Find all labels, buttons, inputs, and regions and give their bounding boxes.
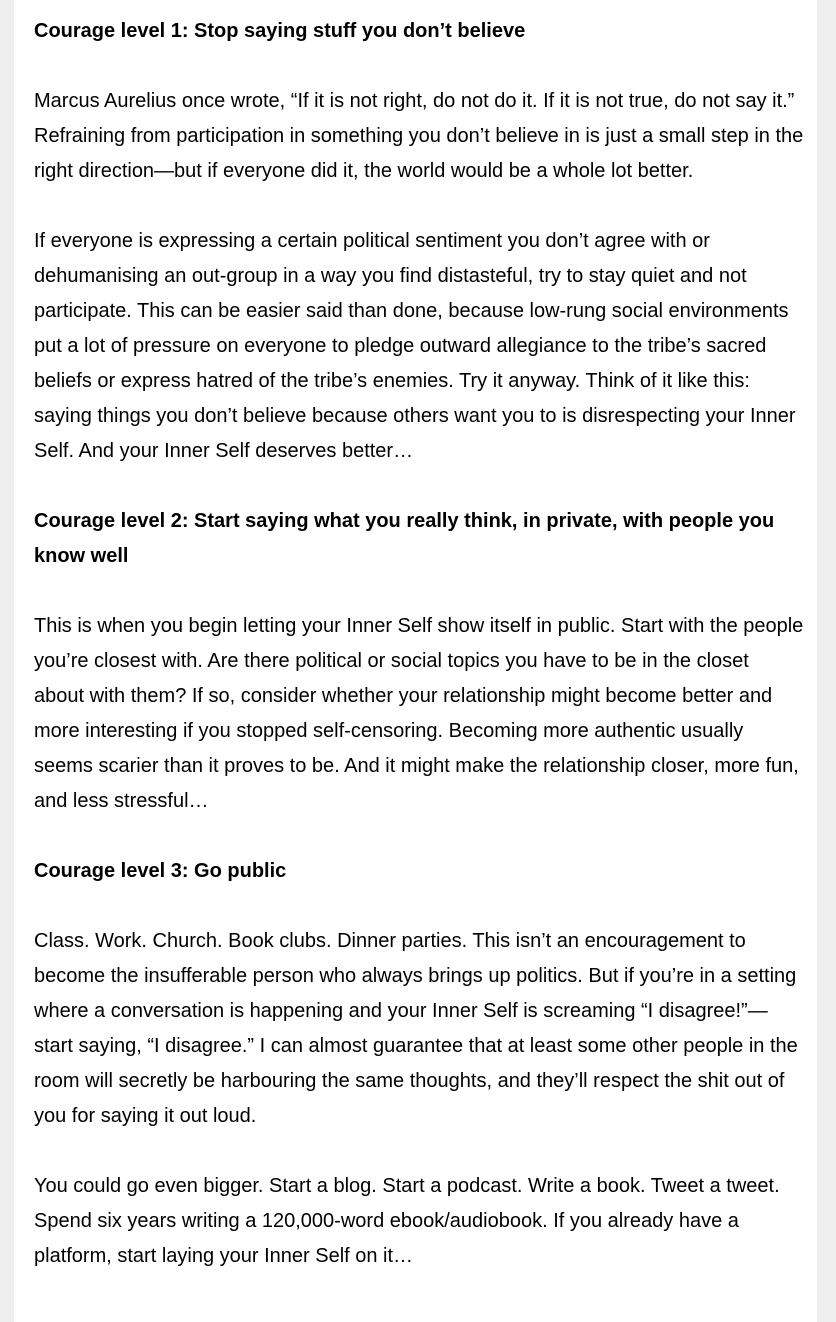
paragraph-3: This is when you begin letting your Inner Self show itself in public. Start with the people you’re closest with. Are there political or social topics you have to be in the closet about with them? If so, consider whether your relationship might become better and more interesting if you stopped self-censoring. Becoming more authentic usually seems scarier than it proves to be. And it might make the relationship closer, more fun, and less stressful…: [34, 615, 804, 812]
paragraph-5: You could go even bigger. Start a blog. Start a podcast. Write a book. Tweet a tweet. Spend six years writing a 120,000-word ebook/audiobook. If you already have a platform, start laying your Inner Self on it…: [34, 1175, 780, 1267]
paragraph-4: Class. Work. Church. Book clubs. Dinner parties. This isn’t an encouragement to become the insufferable person who always brings up politics. But if you’re in a setting where a conversation is happening and your Inner Self is screaming “I disagree!”—start saying, “I disagree.” I can almost guarantee that at least some other people in the room will secretly be harbouring the same thoughts, and they’ll respect the shit out of you for saying it out loud.: [34, 930, 798, 1127]
article-page: [14, 0, 817, 1322]
section-heading-level-3: Courage level 3: Go public: [34, 860, 287, 882]
section-heading-level-2: Courage level 2: Start saying what you really think, in private, with people you know well: [34, 510, 775, 567]
paragraph-1: Marcus Aurelius once wrote, “If it is not right, do not do it. If it is not true, do not say it.” Refraining from participation in something you don’t believe in is just a small step in the right direction—but if everyone did it, the world would be a whole lot better.: [34, 90, 804, 182]
paragraph-2: If everyone is expressing a certain political sentiment you don’t agree with or dehumanising an out-group in a way you find distasteful, try to stay quiet and not participate. This can be easier said than done, because low-rung social environments put a lot of pressure on everyone to pledge outward allegiance to the tribe’s sacred beliefs or express hatred of the tribe’s enemies. Try it anyway. Think of it like this: saying things you don’t believe because others want you to is disrespecting your Inner Self. And your Inner Self deserves better…: [34, 230, 796, 462]
section-heading-level-1: Courage level 1: Stop saying stuff you don’t believe: [34, 20, 526, 42]
